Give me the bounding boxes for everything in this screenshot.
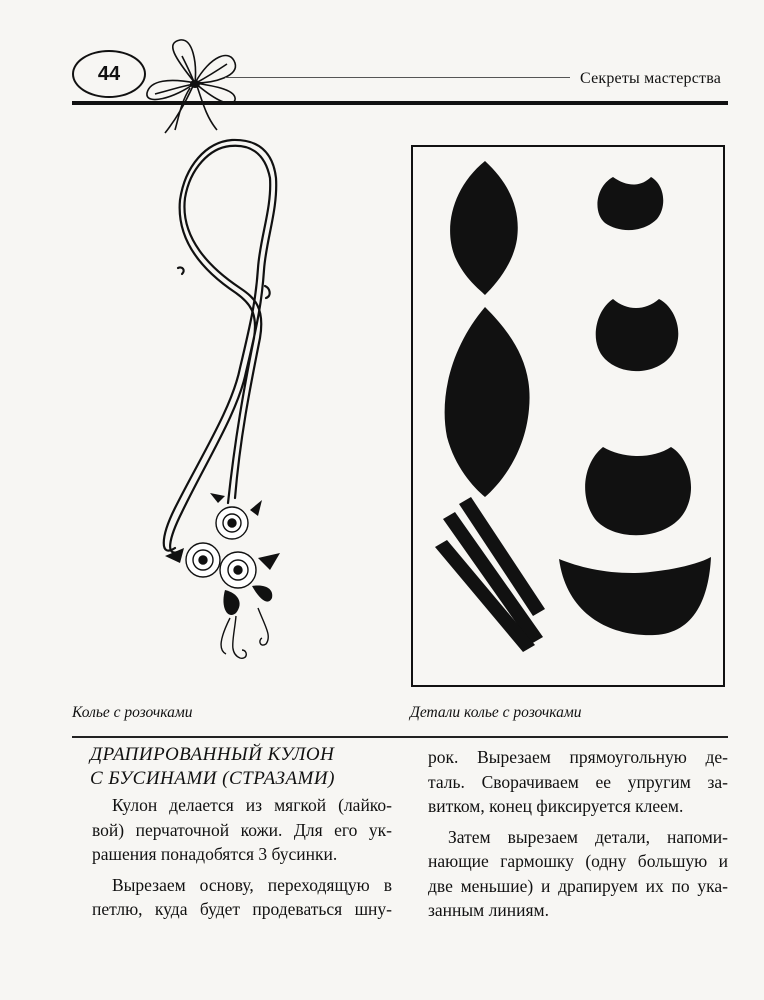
caption-divider bbox=[72, 736, 728, 738]
header-thick-rule bbox=[72, 101, 728, 105]
text-column-left bbox=[72, 743, 392, 926]
text-line: нающие гармошку (одну большую и bbox=[428, 851, 728, 871]
article-heading bbox=[90, 743, 392, 791]
text-line: таль. Сворачиваем ее упругим за- bbox=[428, 771, 728, 792]
header-thin-rule bbox=[225, 77, 570, 78]
running-title: Секреты мастерства bbox=[580, 70, 722, 87]
necklace-illustration bbox=[140, 138, 310, 678]
text-line: петлю, куда будет продеваться шну- bbox=[92, 899, 392, 919]
text-line: две меньшие) и драпируем их по ука- bbox=[428, 875, 728, 896]
paragraph bbox=[72, 873, 392, 922]
pattern-pieces-illustration bbox=[413, 147, 723, 685]
heading-line: С БУСИНАМИ (СТРАЗАМИ) bbox=[90, 768, 335, 789]
round-piece-medium bbox=[596, 299, 679, 371]
caption-necklace: Колье с розочками bbox=[72, 704, 193, 721]
heading-line: ДРАПИРОВАННЫЙ КУЛОН bbox=[90, 744, 335, 765]
text-line: занным линиям. bbox=[428, 900, 549, 920]
text-line: витком, конец фиксируется клеем. bbox=[428, 796, 684, 816]
text-column-right bbox=[408, 745, 728, 927]
paragraph bbox=[408, 745, 728, 819]
leaf-piece-small bbox=[450, 161, 518, 295]
page-number-text: 44 bbox=[97, 62, 121, 85]
details-figure-frame bbox=[411, 145, 725, 687]
round-piece-large bbox=[585, 447, 691, 535]
text-line: вой) перчаточной кожи. Для его ук- bbox=[92, 819, 392, 840]
paragraph bbox=[408, 825, 728, 923]
text-line: Затем вырезаем детали, напоми- bbox=[448, 826, 728, 847]
text-line: Вырезаем основу, переходящую в bbox=[112, 874, 392, 895]
text-line: рок. Вырезаем прямоугольную де- bbox=[428, 747, 728, 767]
round-piece-small bbox=[597, 177, 663, 230]
bow-ornament-icon bbox=[135, 38, 245, 138]
crescent-piece bbox=[559, 557, 711, 635]
text-line: Кулон делается из мягкой (лайко- bbox=[112, 795, 392, 815]
caption-details: Детали колье с розочками bbox=[410, 704, 582, 721]
text-line: рашения понадобятся 3 бусинки. bbox=[92, 844, 338, 864]
leaf-piece-large bbox=[445, 307, 530, 497]
paragraph bbox=[72, 793, 392, 867]
